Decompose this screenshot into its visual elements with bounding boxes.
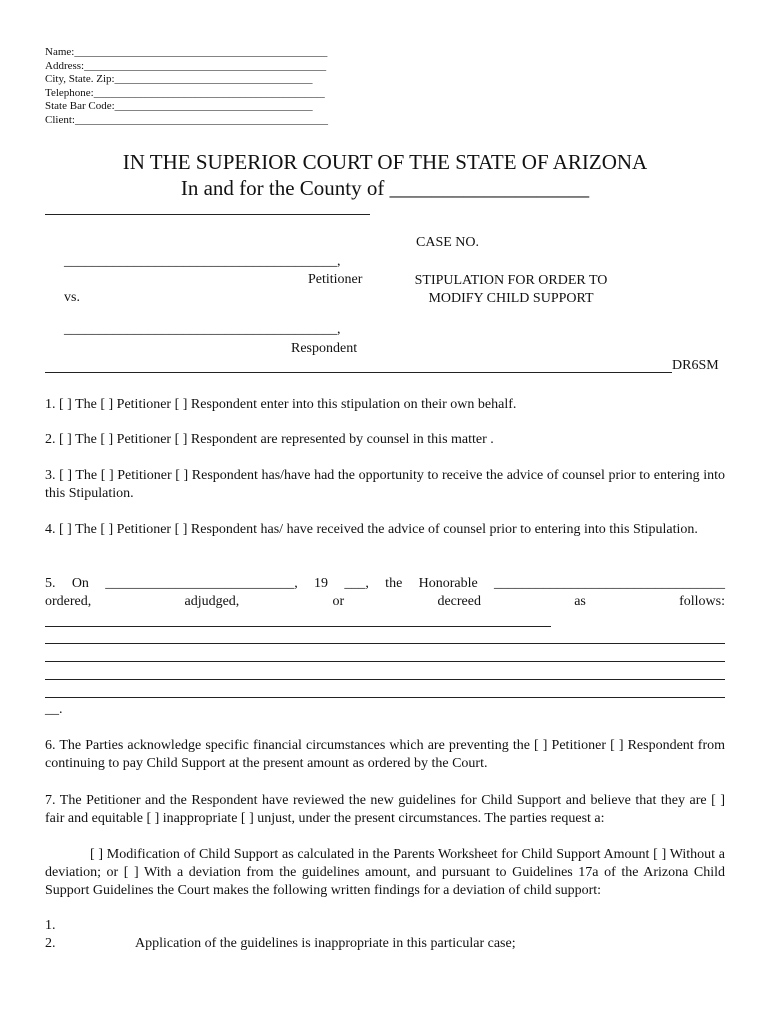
finding-2-text: Application of the guidelines is inappropriate in this particular case; bbox=[135, 936, 516, 951]
name-field: Name:______________________________________________ bbox=[45, 46, 328, 58]
versus-label: vs. bbox=[64, 290, 80, 305]
form-code-rule bbox=[45, 372, 672, 373]
document-title bbox=[380, 272, 642, 308]
document-title-line2: MODIFY CHILD SUPPORT bbox=[428, 291, 594, 306]
item-5-line2: ordered, adjudged, or decreed as follows: bbox=[45, 594, 725, 609]
modification-request: [ ] Modification of Child Support as calculated in the Parents Worksheet for Child Support Amount [ ] Without a deviation; or [ ] With a deviation from the guidelines amount, and pursuant to Guidelines 17a of the Arizona Child Support Guidelines the Court makes the following written findings for a deviation of child support: bbox=[45, 847, 725, 898]
order-blank-line-5 bbox=[45, 697, 725, 698]
petitioner-name-blank: _______________________________________, bbox=[64, 254, 341, 269]
item-1: 1. [ ] The [ ] Petitioner [ ] Respondent enter into this stipulation on their own behalf. bbox=[45, 397, 517, 412]
form-code: DR6SM bbox=[672, 358, 719, 373]
respondent-label: Respondent bbox=[291, 341, 358, 356]
document-title-line1: STIPULATION FOR ORDER TO bbox=[414, 273, 608, 288]
court-title: IN THE SUPERIOR COURT OF THE STATE OF ARIZONA bbox=[122, 150, 648, 174]
finding-2-number: 2. bbox=[45, 936, 56, 951]
item-2: 2. [ ] The [ ] Petitioner [ ] Respondent are represented by counsel in this matter . bbox=[45, 432, 494, 447]
city-state-zip-field: City, State. Zip:____________________________________ bbox=[45, 73, 313, 86]
county-line: In and for the County of ___________________ bbox=[180, 176, 590, 200]
state-bar-code-field: State Bar Code:____________________________________ bbox=[45, 100, 313, 113]
petitioner-label: Petitioner bbox=[308, 272, 363, 287]
attorney-info bbox=[45, 46, 328, 128]
case-number-label: CASE NO. bbox=[416, 235, 480, 250]
finding-1-number: 1. bbox=[45, 918, 56, 933]
caption-divider bbox=[45, 214, 370, 215]
item-6: 6. The Parties acknowledge specific financial circumstances which are preventing the [ ] Petitioner [ ] Respondent from continuing to pay Child Support at the present amount as ordered by the Court. bbox=[45, 738, 725, 771]
address-field: Address:____________________________________________ bbox=[45, 59, 327, 72]
order-blank-line-3 bbox=[45, 661, 725, 662]
client-field: Client:______________________________________________ bbox=[45, 113, 328, 126]
item-5-line1: 5. On ___________________________, 19 ___, the Honorable _________________________________ bbox=[45, 576, 725, 591]
item-7: 7. The Petitioner and the Respondent have reviewed the new guidelines for Child Support and believe that they are [ ] fair and equitable [ ] inappropriate [ ] unjust, under the present circumstances. The parties request a: bbox=[45, 793, 725, 826]
respondent-name-blank: _______________________________________, bbox=[64, 322, 341, 337]
order-blank-line-2 bbox=[45, 643, 725, 644]
order-blank-end: __. bbox=[45, 702, 63, 717]
item-3: 3. [ ] The [ ] Petitioner [ ] Respondent has/have had the opportunity to receive the advice of counsel prior to entering into this Stipulation. bbox=[45, 468, 725, 501]
order-blank-line-1 bbox=[45, 626, 551, 627]
order-blank-line-4 bbox=[45, 679, 725, 680]
item-4: 4. [ ] The [ ] Petitioner [ ] Respondent has/ have received the advice of counsel prior to entering into this Stipulation. bbox=[45, 522, 698, 537]
telephone-field: Telephone:__________________________________________ bbox=[45, 86, 325, 99]
